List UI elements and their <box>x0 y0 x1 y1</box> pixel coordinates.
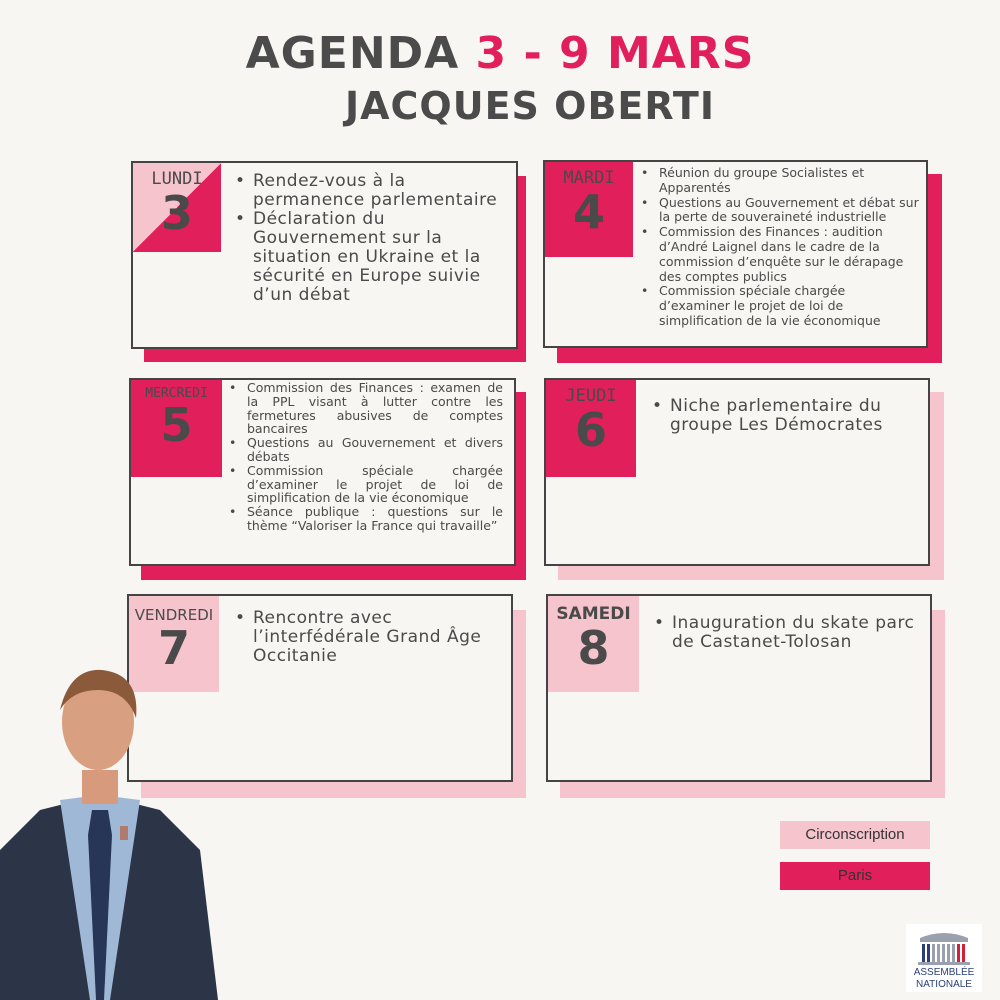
event-item: • Questions au Gouvernement et divers débats <box>227 436 503 464</box>
logo-line1: ASSEMBLÉE <box>913 967 975 978</box>
event-item: • Séance publique : questions sur le thème “Valoriser la France qui travaille” <box>227 505 503 533</box>
event-item: • Commission des Finances : examen de la PPL visant à lutter contre les fermetures abusives de comptes bancaires <box>227 381 503 436</box>
day-card-mercredi <box>129 378 516 566</box>
day-name: JEUDI <box>565 386 617 406</box>
agenda-title-prefix: AGENDA <box>245 28 460 79</box>
day-name: MERCREDI <box>145 386 208 401</box>
event-list <box>227 381 503 533</box>
event-item: • Rencontre avec l’interfédérale Grand Âge Occitanie <box>233 609 503 666</box>
event-list <box>639 166 919 329</box>
day-card-mardi <box>543 160 928 348</box>
day-box-mercredi <box>131 380 222 477</box>
event-item: • Commission spéciale chargée d’examiner le projet de loi de simplification de la vie économique <box>639 284 919 328</box>
event-item: • Commission des Finances : audition d’André Laignel dans le cadre de la commission d’enquête sur le dérapage des comptes publics <box>639 225 919 284</box>
day-number: 6 <box>574 403 607 457</box>
agenda-title <box>0 28 1000 79</box>
event-item: • Rendez-vous à la permanence parlementaire <box>233 172 503 210</box>
legend-paris: Paris <box>780 862 930 890</box>
day-name: MARDI <box>563 168 615 188</box>
day-number: 7 <box>157 621 190 675</box>
event-item: • Commission spéciale chargée d’examiner le projet de loi de simplification de la vie économique <box>227 464 503 505</box>
day-box-lundi <box>133 163 221 252</box>
event-item: • Questions au Gouvernement et débat sur la perte de souveraineté industrielle <box>639 196 919 226</box>
day-name: LUNDI <box>151 169 203 189</box>
day-name: VENDREDI <box>134 606 214 624</box>
agenda-title-dates: 3 - 9 MARS <box>475 28 755 79</box>
event-list <box>650 397 920 435</box>
event-item: • Réunion du groupe Socialistes et Apparentés <box>639 166 919 196</box>
assemblee-nationale-logo <box>906 924 982 992</box>
event-list <box>233 609 503 666</box>
legend-circonscription: Circonscription <box>780 821 930 849</box>
day-box-jeudi <box>546 380 636 477</box>
day-box-mardi <box>545 162 633 257</box>
day-number: 3 <box>160 186 193 240</box>
day-number: 4 <box>572 185 605 239</box>
logo-line2: NATIONALE <box>916 979 972 990</box>
hemicycle-icon <box>914 928 974 966</box>
day-number: 5 <box>160 398 193 452</box>
event-item: • Inauguration du skate parc de Castanet-Tolosan <box>652 614 922 652</box>
day-number: 8 <box>577 621 610 675</box>
deputy-name: JACQUES OBERTI <box>345 84 715 128</box>
day-box-samedi <box>548 596 639 692</box>
day-name: SAMEDI <box>556 604 631 624</box>
day-card-samedi <box>546 594 932 782</box>
event-list <box>233 172 503 305</box>
deputy-photo <box>0 660 240 1000</box>
day-card-jeudi <box>544 378 930 566</box>
event-item: • Niche parlementaire du groupe Les Démocrates <box>650 397 920 435</box>
event-item: • Déclaration du Gouvernement sur la situation en Ukraine et la sécurité en Europe suivie d’un débat <box>233 210 503 305</box>
day-card-lundi <box>131 161 518 349</box>
event-list <box>652 614 922 652</box>
